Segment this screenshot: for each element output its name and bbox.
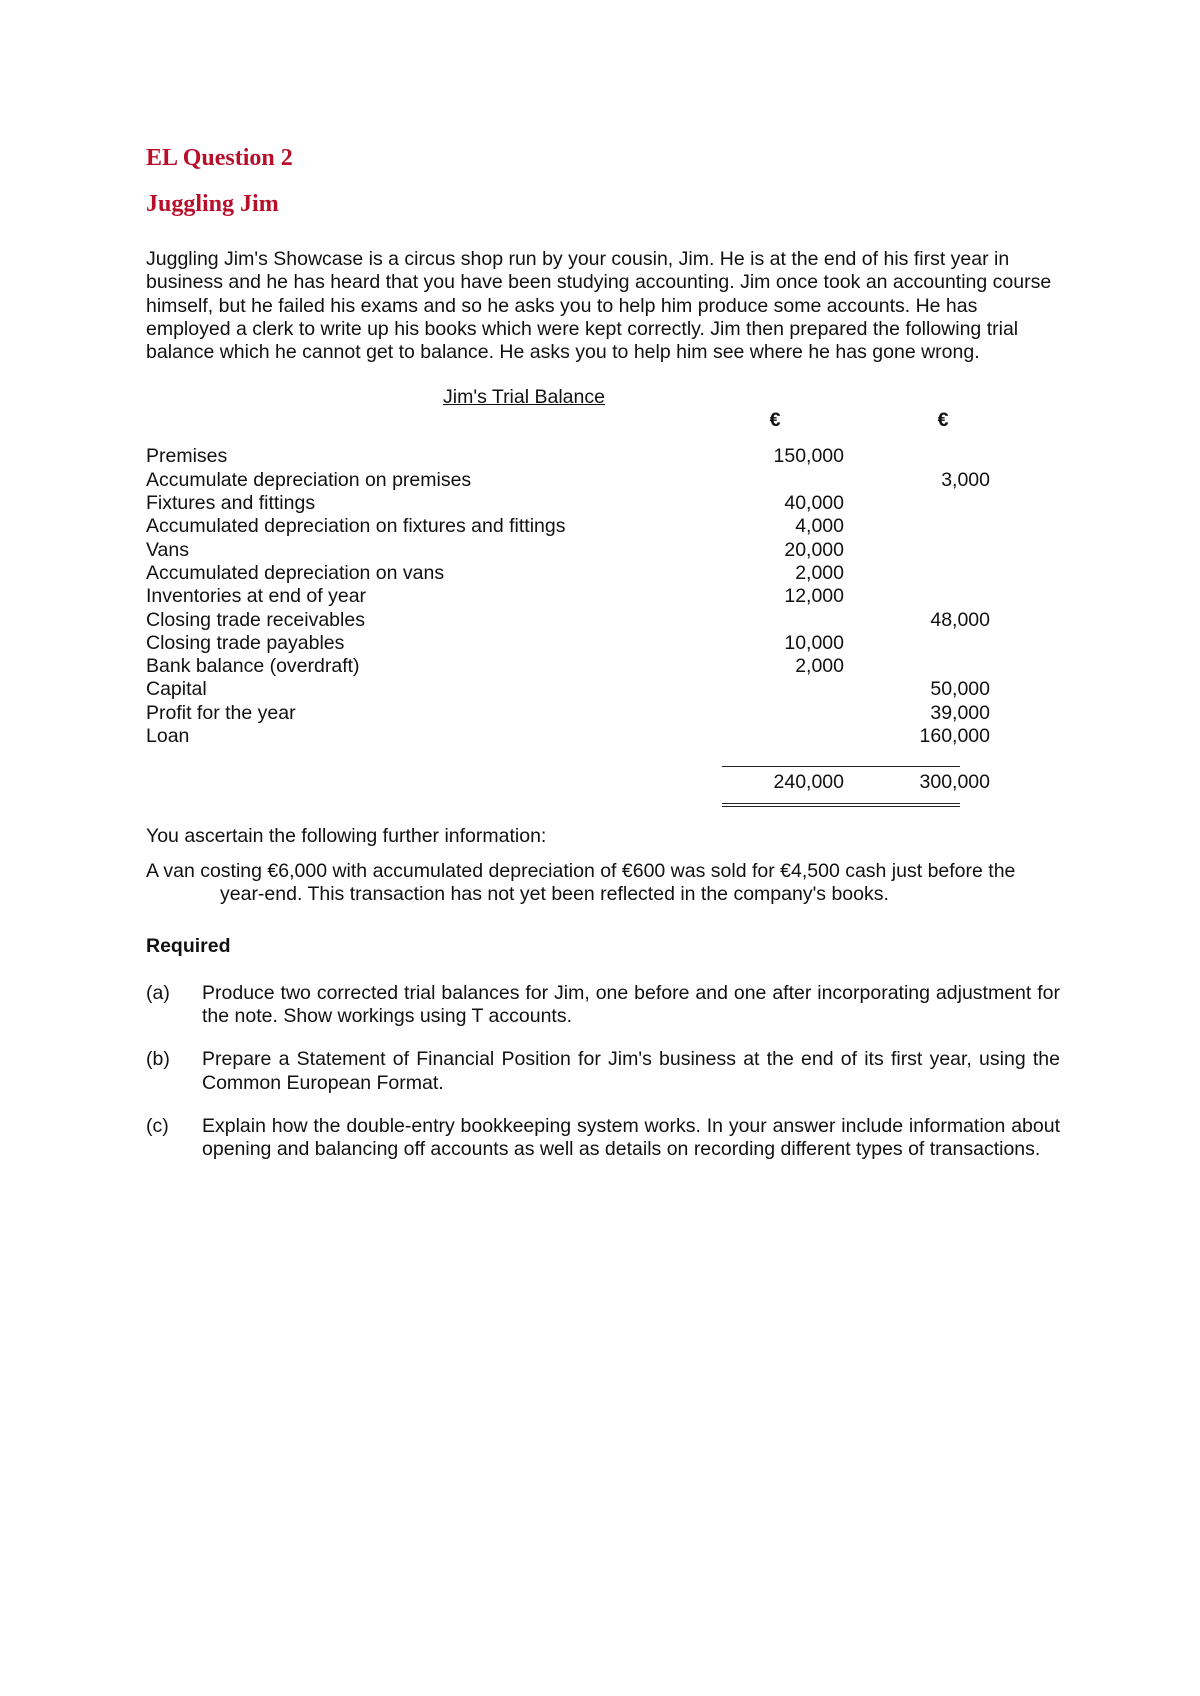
trial-balance-row (146, 515, 1060, 538)
trial-balance-row (146, 539, 1060, 562)
trial-balance-row (146, 609, 1060, 632)
total-rule-double (146, 803, 1060, 809)
account-name: Accumulated depreciation on vans (146, 561, 445, 584)
required-item-label: (c) (146, 1115, 169, 1138)
credit-amount: 160,000 (919, 725, 990, 748)
currency-header-row (146, 409, 1060, 432)
debit-amount: 40,000 (784, 492, 844, 515)
trial-balance-row (146, 562, 1060, 585)
account-name: Fixtures and fittings (146, 492, 316, 515)
required-item-text: Explain how the double-entry bookkeeping system works. In your answer include information about opening and balancing off accounts as well as details on recording different types of transactions. (202, 1115, 1060, 1161)
required-item-b (146, 1048, 1060, 1095)
credit-amount: 3,000 (941, 468, 990, 491)
trial-balance-title-row (146, 386, 1060, 409)
required-heading: Required (146, 934, 231, 957)
account-name: Profit for the year (146, 701, 296, 724)
credit-amount: 39,000 (930, 701, 990, 724)
trial-balance-row (146, 655, 1060, 678)
trial-balance-row (146, 585, 1060, 608)
account-name: Closing trade receivables (146, 608, 365, 631)
account-name: Inventories at end of year (146, 585, 367, 608)
intro-paragraph: Juggling Jim's Showcase is a circus shop run by your cousin, Jim. He is at the end of his first year in business and he has heard that you have been studying accounting. Jim once took an accounting course himself, but he failed his exams and so he asks you to help him produce some accounts. He has employed a clerk to write up his books which were kept correctly. Jim then prepared the following trial balance which he cannot get to balance. He asks you to help him see where he has gone wrong. (146, 248, 1052, 364)
trial-balance-rows (146, 445, 1060, 748)
account-name: Closing trade payables (146, 631, 345, 654)
total-rule-single (146, 766, 1060, 767)
credit-amount: 50,000 (930, 678, 990, 701)
required-item-label: (a) (146, 981, 170, 1004)
required-item-label: (b) (146, 1048, 170, 1071)
account-name: Vans (146, 538, 189, 561)
debit-amount: 20,000 (784, 538, 844, 561)
account-name: Capital (146, 678, 207, 701)
account-name: Loan (146, 725, 190, 748)
account-name: Premises (146, 445, 228, 468)
debit-amount: 12,000 (784, 585, 844, 608)
required-item-text: Prepare a Statement of Financial Position for Jim's business at the end of its first year, using the Common European Format. (202, 1048, 1060, 1094)
required-item-a (146, 982, 1060, 1029)
trial-balance-row (146, 725, 1060, 748)
account-name: Accumulate depreciation on premises (146, 468, 472, 491)
debit-amount: 2,000 (795, 655, 844, 678)
account-name: Bank balance (overdraft) (146, 655, 360, 678)
total-credit: 300,000 (919, 771, 990, 794)
trial-balance-row (146, 678, 1060, 701)
trial-balance-row (146, 492, 1060, 515)
debit-amount: 10,000 (784, 631, 844, 654)
trial-balance-totals (146, 771, 1060, 794)
total-debit: 240,000 (773, 771, 844, 794)
credit-currency-symbol: € (937, 409, 949, 432)
case-title: Juggling Jim (146, 191, 279, 217)
trial-balance-row (146, 445, 1060, 468)
question-heading: EL Question 2 (146, 145, 293, 171)
trial-balance-row (146, 702, 1060, 725)
document-content (146, 144, 1060, 1162)
further-info-text: You ascertain the following further information: (146, 824, 547, 847)
trial-balance-row (146, 632, 1060, 655)
account-name: Accumulated depreciation on fixtures and fittings (146, 515, 566, 538)
debit-currency-symbol: € (769, 409, 781, 432)
debit-amount: 150,000 (773, 445, 844, 468)
trial-balance-title: Jim's Trial Balance (443, 386, 605, 409)
debit-amount: 4,000 (795, 515, 844, 538)
trial-balance-row (146, 469, 1060, 492)
credit-amount: 48,000 (930, 608, 990, 631)
van-sale-note: A van costing €6,000 with accumulated depreciation of €600 was sold for €4,500 cash just before the year-end. This transaction has not yet been reflected in the company's books. (146, 859, 1016, 906)
debit-amount: 2,000 (795, 561, 844, 584)
required-item-text: Produce two corrected trial balances for Jim, one before and one after incorporating adjustment for the note. Show workings using T accounts. (202, 981, 1060, 1028)
required-item-c (146, 1115, 1060, 1162)
